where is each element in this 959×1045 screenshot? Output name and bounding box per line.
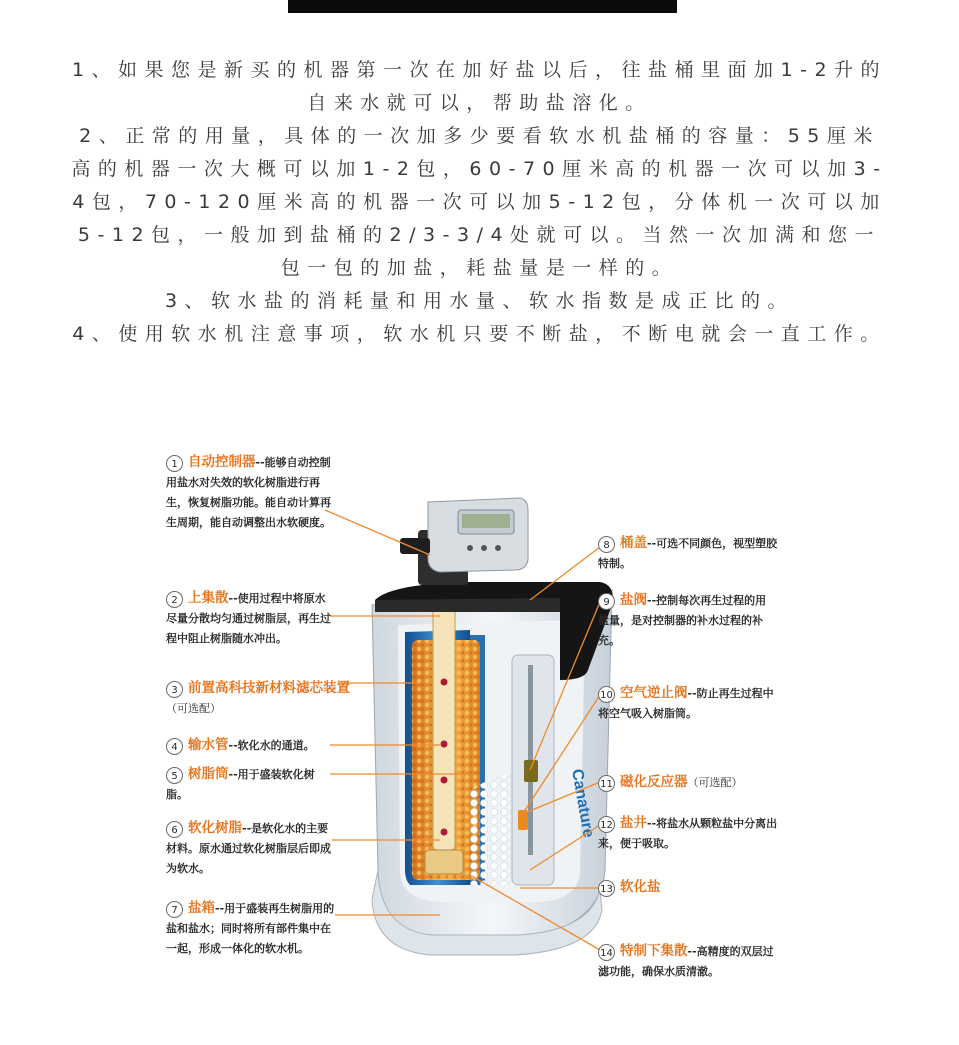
label-number: 2 [166,591,183,608]
intro-paragraph-3: 3、软水盐的消耗量和用水量、软水指数是成正比的。 [164,290,795,312]
label-number: 5 [166,767,183,784]
label-number: 11 [598,775,615,792]
label-lid: 8 桶盖--可选不同颜色，视型塑胶特制。 [598,535,778,570]
label-brine-valve: 9 盐阀--控制每次再生过程的用盐量，是对控制器的补水过程的补充。 [598,592,767,647]
label-air-check-valve: 10 空气逆止阀--防止再生过程中将空气吸入树脂筒。 [598,685,774,720]
label-number: 7 [166,901,183,918]
intro-paragraph-4: 4、使用软水机注意事项，软水机只要不断盐，不断电就会一直工作。 [72,323,887,345]
label-softening-resin: 6 软化树脂--是软化水的主要材料。原水通过软化树脂层后即成为软水。 [166,820,331,875]
label-brine-well: 12 盐井--将盐水从颗粒盐中分离出来，便于吸取。 [598,815,778,850]
label-upper-distributor: 2 上集散--使用过程中将原水尽量分散均匀通过树脂层，再生过程中阻止树脂随水冲出。 [166,590,331,645]
brand-label: Canature [568,767,597,840]
intro-text [70,54,889,351]
label-automatic-controller: 1 自动控制器--能够自动控制用盐水对失效的软化树脂进行再生，恢复树脂功能。能自动计算再生周期，能自动调整出水软硬度。 [166,454,331,529]
label-number: 9 [598,593,615,610]
label-magnetic-reactor: 11 磁化反应器（可选配） [598,772,778,793]
label-number: 13 [598,880,615,897]
label-number: 1 [166,455,183,472]
label-brine-tank: 7 盐箱--用于盛装再生树脂用的盐和盐水；同时将所有部件集中在一起，形成一体化的软水机。 [166,900,335,955]
softener-illustration [0,430,959,1030]
label-number: 12 [598,816,615,833]
label-number: 3 [166,681,183,698]
label-riser-tube: 4 输水管--软化水的通道。 [166,735,351,756]
label-number: 4 [166,738,183,755]
label-number: 6 [166,821,183,838]
brine-well [512,655,554,885]
label-prefilter: 3 前置高科技新材料滤芯装置（可选配） [166,680,350,715]
label-number: 10 [598,686,615,703]
label-softening-salt: 13 软化盐 [598,877,758,898]
water-softener-diagram [0,430,959,1030]
control-valve [400,498,528,585]
label-lower-distributor: 14 特制下集散--高精度的双层过滤功能，确保水质清澈。 [598,943,774,978]
intro-paragraph-1: 1、如果您是新买的机器第一次在加好盐以后，往盐桶里面加1-2升的自来水就可以，帮助盐溶化。 [71,59,888,114]
label-number: 14 [598,944,615,961]
intro-paragraph-2: 2、正常的用量，具体的一次加多少要看软水机盐桶的容量：55厘米高的机器一次大概可以加1-2包，60-70厘米高的机器一次可以加3-4包，70-120厘米高的机器一次可以加5-12包，分体机一次可以加5-12包，一般加到盐桶的2/3-3/4处就可以。当然一次加满和您一包一包的加盐，耗盐量是一样的。 [71,125,888,279]
label-number: 8 [598,536,615,553]
label-resin-tank: 5 树脂筒--用于盛装软化树脂。 [166,766,315,801]
top-black-bar [288,0,677,13]
